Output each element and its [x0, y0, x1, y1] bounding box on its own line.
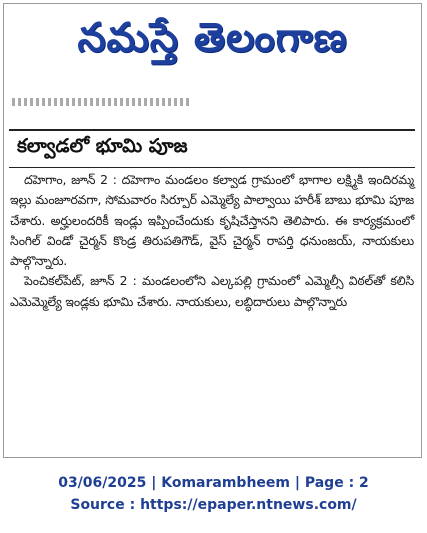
headline-block: [9, 129, 415, 168]
article-paragraph: పెంచికల్‌పేట్, జూన్ 2 : మండలంలోని ఎల్కపల్లి గ్రామంలో ఎమ్మెల్సీ విఠల్‌తో కలిసి ఎమెమ్మెల్యే ఇండ్లకు భూమి చేశారు. నాయకులు, లబ్ధిదారులు పాల్గొన్నారు: [10, 273, 414, 309]
masthead: [4, 4, 421, 82]
masthead-title: నమస్తే తెలంగాణ: [77, 15, 348, 61]
clipped-previous-line: [12, 98, 192, 106]
footer-source: Source : https://epaper.ntnews.com/: [70, 497, 357, 513]
article-headline: కల్వాడలో భూమి పూజ: [17, 135, 188, 157]
footer-date-edition: 03/06/2025 | Komarambheem | Page : 2: [58, 475, 369, 491]
footer: [0, 472, 427, 516]
article-body: [10, 170, 414, 312]
article-paragraph: దహెగాం, జూన్ 2 : దహెగాం మండలం కల్వాడ గ్రామంలో భాగాల లక్ష్మికి ఇందిరమ్మ ఇల్లు మంజూరవగా, సోమవారం సిర్పూర్ ఎమ్మెల్యే పాల్వాయి హరీశ్ బాబు భూమి పూజ చేశారు. అర్హులందరికీ ఇండ్లు ఇప్పించేందుకు కృషిచేస్తానని తెలిపారు. ఈ కార్యక్రమంలో సింగిల్ విండో చైర్మన్ కొండ్ర తిరుపతిగౌడ్, వైస్ చైర్మన్ రాపర్తి ధనుంజయ్, నాయకులు పాల్గొన్నారు.: [10, 172, 414, 269]
clipping-frame: [3, 3, 422, 458]
